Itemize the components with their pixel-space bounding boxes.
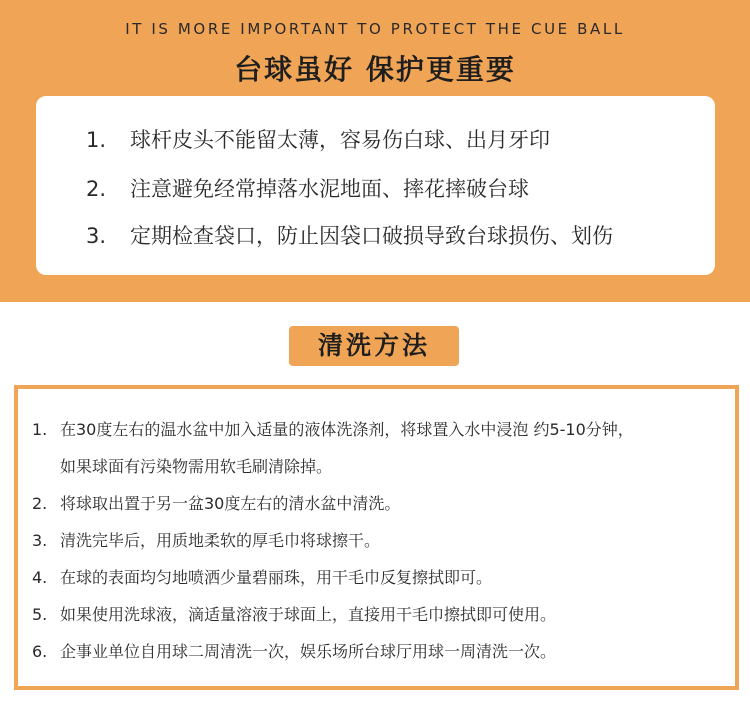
step-text: 将球取出置于另一盆30度左右的清水盆中清洗。	[60, 494, 401, 513]
step-number: 1.	[32, 420, 48, 439]
step-text: 清洗完毕后，用质地柔软的厚毛巾将球擦干。	[60, 531, 381, 550]
tip-text: 球杆皮头不能留太薄，容易伤白球、出月牙印	[130, 128, 550, 152]
cleaning-steps-box	[14, 385, 739, 690]
cleaning-section-title: 清洗方法	[289, 326, 459, 366]
chinese-title: 台球虽好 保护更重要	[234, 53, 516, 86]
tip-text: 注意避免经常掉落水泥地面、摔花摔破台球	[130, 177, 529, 201]
step-text: 企事业单位自用球二周清洗一次，娱乐场所台球厅用球一周清洗一次。	[60, 642, 557, 661]
tip-item	[86, 220, 613, 250]
step-number: 4.	[32, 568, 48, 587]
step-item	[32, 565, 492, 588]
step-number: 6.	[32, 642, 48, 661]
tip-number: 2.	[86, 177, 107, 201]
step-number: 3.	[32, 531, 48, 550]
step-item	[32, 639, 556, 662]
step-item	[32, 417, 634, 440]
step-number: 2.	[32, 494, 48, 513]
header-band	[0, 0, 750, 302]
step-text-continued: 如果球面有污染物需用软毛刷清除掉。	[60, 457, 333, 476]
step-item	[32, 528, 380, 551]
step-text: 如果使用洗球液，滴适量溶液于球面上，直接用干毛巾擦拭即可使用。	[60, 605, 557, 624]
step-text: 在30度左右的温水盆中加入适量的液体洗涤剂，将球置入水中浸泡 约5-10分钟，	[60, 420, 634, 439]
step-item	[32, 491, 400, 514]
tip-number: 1.	[86, 128, 107, 152]
tips-card	[36, 96, 715, 275]
step-number: 5.	[32, 605, 48, 624]
tip-text: 定期检查袋口，防止因袋口破损导致台球损伤、划伤	[130, 224, 613, 248]
tip-number: 3.	[86, 224, 107, 248]
step-item	[32, 602, 556, 625]
tip-item	[86, 173, 529, 203]
tip-item	[86, 124, 550, 154]
english-title: IT IS MORE IMPORTANT TO PROTECT THE CUE BALL	[125, 20, 625, 38]
step-text: 在球的表面均匀地喷洒少量碧丽珠，用干毛巾反复擦拭即可。	[60, 568, 493, 587]
